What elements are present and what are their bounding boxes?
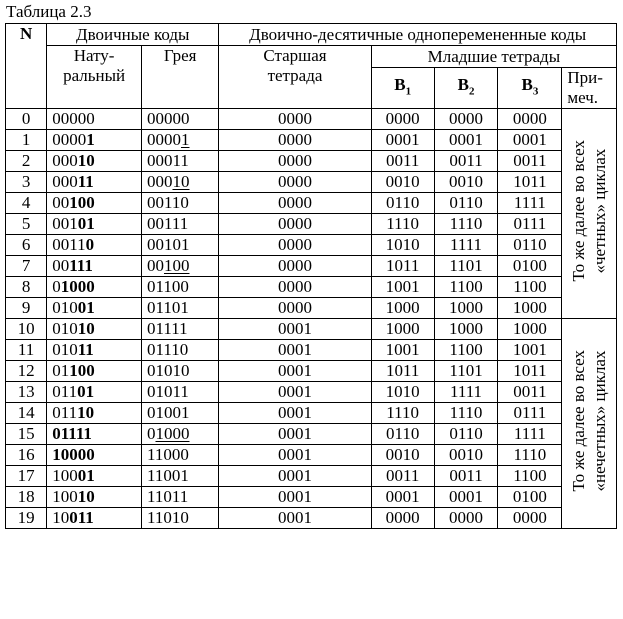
gray-code-underlined: 1000 xyxy=(155,424,190,443)
header-b1: $B_1$ xyxy=(371,68,434,109)
junior-tetrad-b2: 1000 xyxy=(434,298,498,319)
table-row xyxy=(6,298,617,319)
note-even-cycles xyxy=(562,109,617,319)
table-row xyxy=(6,382,617,403)
header-note-line1: При- xyxy=(567,68,603,87)
row-number: 18 xyxy=(6,487,47,508)
natural-code-plain: 0000 xyxy=(52,130,87,149)
natural-code xyxy=(47,361,142,382)
gray-code xyxy=(141,487,218,508)
natural-code-plain: 00 xyxy=(52,193,70,212)
gray-code xyxy=(141,340,218,361)
junior-tetrad-b2: 1100 xyxy=(434,340,498,361)
junior-tetrad-b3: 0001 xyxy=(498,130,562,151)
junior-tetrad-b2: 0010 xyxy=(434,172,498,193)
gray-code-plain: 11000 xyxy=(146,445,189,464)
junior-tetrad-b3: 0011 xyxy=(498,382,562,403)
row-number: 17 xyxy=(6,466,47,487)
note-odd-line1: То же далее во всех xyxy=(569,350,589,492)
natural-code-plain: 01 xyxy=(52,361,70,380)
gray-code xyxy=(141,235,218,256)
header-senior-line1: Старшая xyxy=(263,46,327,65)
gray-code-plain: 01011 xyxy=(146,382,189,401)
senior-tetrad: 0001 xyxy=(219,382,371,403)
junior-tetrad-b1: 0010 xyxy=(371,445,434,466)
natural-code-plain: 00000 xyxy=(52,109,95,128)
natural-code xyxy=(47,340,142,361)
gray-code xyxy=(141,151,218,172)
junior-tetrad-b3: 0011 xyxy=(498,151,562,172)
row-number: 0 xyxy=(6,109,47,130)
junior-tetrad-b1: 0001 xyxy=(371,487,434,508)
gray-code-plain: 000 xyxy=(146,172,173,191)
junior-tetrad-b3: 1111 xyxy=(498,424,562,445)
natural-code-bold: 10 xyxy=(77,151,95,170)
gray-code-plain: 01001 xyxy=(146,403,190,422)
row-number: 19 xyxy=(6,508,47,529)
header-note-line2: меч. xyxy=(567,88,599,107)
senior-tetrad: 0001 xyxy=(219,466,371,487)
header-junior-tetrads: Младшие тетрады xyxy=(371,46,616,68)
table-row xyxy=(6,361,617,382)
natural-code xyxy=(47,130,142,151)
gray-code xyxy=(141,298,218,319)
gray-code-plain: 00 xyxy=(146,256,164,275)
senior-tetrad: 0001 xyxy=(219,361,371,382)
junior-tetrad-b2: 1100 xyxy=(434,277,498,298)
junior-tetrad-b3: 0100 xyxy=(498,487,562,508)
row-number: 1 xyxy=(6,130,47,151)
natural-code-bold: 011 xyxy=(69,508,94,527)
header-b3: $B_3$ xyxy=(498,68,562,109)
natural-code-plain: 010 xyxy=(52,340,78,359)
natural-code-bold: 01 xyxy=(77,298,95,317)
senior-tetrad: 0001 xyxy=(219,403,371,424)
junior-tetrad-b1: 0010 xyxy=(371,172,434,193)
row-number: 2 xyxy=(6,151,47,172)
junior-tetrad-b1: 0011 xyxy=(371,466,434,487)
natural-code-plain: 010 xyxy=(52,298,78,317)
senior-tetrad: 0000 xyxy=(219,214,371,235)
natural-code-plain: 011 xyxy=(52,403,78,422)
junior-tetrad-b3: 1111 xyxy=(498,193,562,214)
senior-tetrad: 0000 xyxy=(219,298,371,319)
gray-code xyxy=(141,256,218,277)
junior-tetrad-b2: 1111 xyxy=(434,235,498,256)
natural-code xyxy=(47,277,142,298)
junior-tetrad-b3: 0111 xyxy=(498,403,562,424)
note-even-line1: То же далее во всех xyxy=(569,140,589,282)
row-number: 6 xyxy=(6,235,47,256)
gray-code-plain: 01100 xyxy=(146,277,189,296)
junior-tetrad-b3: 1100 xyxy=(498,277,562,298)
row-number: 7 xyxy=(6,256,47,277)
gray-code xyxy=(141,382,218,403)
senior-tetrad: 0001 xyxy=(219,487,371,508)
junior-tetrad-b3: 1000 xyxy=(498,298,562,319)
table-row xyxy=(6,130,617,151)
table-row xyxy=(6,508,617,529)
row-number: 10 xyxy=(6,319,47,340)
natural-code-plain: 100 xyxy=(52,466,78,485)
gray-code-plain: 11011 xyxy=(146,487,189,506)
gray-code-plain: 00000 xyxy=(146,109,190,128)
natural-code-plain: 100 xyxy=(52,487,78,506)
natural-code-bold: 10000 xyxy=(52,445,95,464)
natural-code xyxy=(47,235,142,256)
header-natural xyxy=(47,46,142,109)
header-gray: Грея xyxy=(141,46,218,109)
junior-tetrad-b1: 1110 xyxy=(371,214,434,235)
natural-code-bold: 10 xyxy=(77,487,95,506)
junior-tetrad-b3: 1100 xyxy=(498,466,562,487)
row-number: 8 xyxy=(6,277,47,298)
header-senior-tetrad xyxy=(219,46,371,109)
header-note xyxy=(562,68,617,109)
natural-code-bold: 01 xyxy=(77,466,95,485)
junior-tetrad-b3: 0000 xyxy=(498,508,562,529)
header-binary-codes: Двоичные коды xyxy=(47,24,219,46)
note-odd-text xyxy=(568,350,610,492)
table-row xyxy=(6,235,617,256)
senior-tetrad: 0000 xyxy=(219,172,371,193)
natural-code-plain: 010 xyxy=(52,319,78,338)
junior-tetrad-b2: 0011 xyxy=(434,151,498,172)
junior-tetrad-b1: 0000 xyxy=(371,109,434,130)
table-caption: Таблица 2.3 xyxy=(6,2,92,21)
natural-code-plain: 0011 xyxy=(52,235,86,254)
natural-code-plain: 000 xyxy=(52,151,78,170)
natural-code xyxy=(47,487,142,508)
senior-tetrad: 0001 xyxy=(219,445,371,466)
junior-tetrad-b2: 1101 xyxy=(434,361,498,382)
natural-code-bold: 100 xyxy=(69,193,95,212)
natural-code xyxy=(47,172,142,193)
natural-code xyxy=(47,109,142,130)
junior-tetrad-b3: 1001 xyxy=(498,340,562,361)
row-number: 16 xyxy=(6,445,47,466)
gray-code xyxy=(141,466,218,487)
senior-tetrad: 0001 xyxy=(219,424,371,445)
row-number: 12 xyxy=(6,361,47,382)
junior-tetrad-b2: 1101 xyxy=(434,256,498,277)
junior-tetrad-b1: 1001 xyxy=(371,277,434,298)
junior-tetrad-b2: 0110 xyxy=(434,193,498,214)
gray-code-plain: 0000 xyxy=(146,130,181,149)
gray-code xyxy=(141,193,218,214)
junior-tetrad-b1: 0110 xyxy=(371,193,434,214)
junior-tetrad-b3: 1000 xyxy=(498,319,562,340)
table-row xyxy=(6,256,617,277)
gray-code-plain: 0 xyxy=(146,424,156,443)
gray-code xyxy=(141,403,218,424)
junior-tetrad-b2: 0001 xyxy=(434,487,498,508)
natural-code-bold: 111 xyxy=(69,256,93,275)
natural-code xyxy=(47,403,142,424)
senior-tetrad: 0000 xyxy=(219,130,371,151)
natural-code xyxy=(47,298,142,319)
natural-code xyxy=(47,193,142,214)
gray-code xyxy=(141,109,218,130)
table-row xyxy=(6,424,617,445)
senior-tetrad: 0000 xyxy=(219,256,371,277)
gray-code-plain: 00101 xyxy=(146,235,190,254)
natural-code xyxy=(47,424,142,445)
row-number: 9 xyxy=(6,298,47,319)
header-senior-line2: тетрада xyxy=(267,66,323,85)
table-row xyxy=(6,172,617,193)
junior-tetrad-b3: 0000 xyxy=(498,109,562,130)
senior-tetrad: 0001 xyxy=(219,319,371,340)
note-odd-cycles xyxy=(562,319,617,529)
senior-tetrad: 0000 xyxy=(219,193,371,214)
natural-code-bold: 01111 xyxy=(52,424,92,443)
junior-tetrad-b3: 1011 xyxy=(498,361,562,382)
junior-tetrad-b3: 1110 xyxy=(498,445,562,466)
gray-code-plain: 11001 xyxy=(146,466,189,485)
gray-code-plain: 01101 xyxy=(146,298,189,317)
junior-tetrad-b2: 1000 xyxy=(434,319,498,340)
row-number: 13 xyxy=(6,382,47,403)
natural-code-bold: 100 xyxy=(69,361,95,380)
table-row xyxy=(6,340,617,361)
row-number: 3 xyxy=(6,172,47,193)
junior-tetrad-b1: 0000 xyxy=(371,508,434,529)
gray-code xyxy=(141,214,218,235)
gray-code-underlined: 10 xyxy=(172,172,190,191)
gray-code-plain: 01110 xyxy=(146,340,189,359)
natural-code-plain: 10 xyxy=(52,508,70,527)
header-b2: $B_2$ xyxy=(434,68,498,109)
codes-table xyxy=(5,23,617,529)
junior-tetrad-b1: 1011 xyxy=(371,256,434,277)
junior-tetrad-b2: 0001 xyxy=(434,130,498,151)
gray-code-plain: 11010 xyxy=(146,508,189,527)
natural-code xyxy=(47,445,142,466)
natural-code-plain: 00 xyxy=(52,256,70,275)
junior-tetrad-b1: 1010 xyxy=(371,382,434,403)
natural-code xyxy=(47,319,142,340)
gray-code-underlined: 100 xyxy=(163,256,190,275)
junior-tetrad-b2: 0010 xyxy=(434,445,498,466)
row-number: 14 xyxy=(6,403,47,424)
senior-tetrad: 0000 xyxy=(219,151,371,172)
junior-tetrad-b1: 0110 xyxy=(371,424,434,445)
natural-code-bold: 11 xyxy=(77,340,94,359)
natural-code-bold: 1 xyxy=(86,130,95,149)
junior-tetrad-b1: 1010 xyxy=(371,235,434,256)
junior-tetrad-b1: 1011 xyxy=(371,361,434,382)
junior-tetrad-b2: 0000 xyxy=(434,109,498,130)
junior-tetrad-b2: 0011 xyxy=(434,466,498,487)
header-n: N xyxy=(6,24,47,109)
junior-tetrad-b1: 1001 xyxy=(371,340,434,361)
senior-tetrad: 0001 xyxy=(219,340,371,361)
table-row xyxy=(6,109,617,130)
gray-code xyxy=(141,172,218,193)
gray-code xyxy=(141,424,218,445)
natural-code xyxy=(47,151,142,172)
junior-tetrad-b1: 1000 xyxy=(371,319,434,340)
natural-code-plain: 011 xyxy=(52,382,78,401)
table-row xyxy=(6,193,617,214)
gray-code-plain: 01111 xyxy=(146,319,188,338)
natural-code-bold: 01 xyxy=(77,214,95,233)
junior-tetrad-b2: 1110 xyxy=(434,214,498,235)
gray-code-plain: 00110 xyxy=(146,193,189,212)
gray-code-plain: 00111 xyxy=(146,214,189,233)
natural-code-plain: 0 xyxy=(52,277,61,296)
table-row xyxy=(6,319,617,340)
junior-tetrad-b3: 0111 xyxy=(498,214,562,235)
gray-code xyxy=(141,277,218,298)
row-number: 15 xyxy=(6,424,47,445)
note-odd-line2: «нечетных» циклах xyxy=(590,350,610,492)
junior-tetrad-b1: 0011 xyxy=(371,151,434,172)
junior-tetrad-b2: 1111 xyxy=(434,382,498,403)
natural-code xyxy=(47,256,142,277)
table-row xyxy=(6,277,617,298)
natural-code-bold: 11 xyxy=(77,172,94,191)
note-even-line2: «четных» циклах xyxy=(590,148,610,274)
junior-tetrad-b1: 1000 xyxy=(371,298,434,319)
natural-code xyxy=(47,508,142,529)
row-number: 11 xyxy=(6,340,47,361)
table-row xyxy=(6,466,617,487)
gray-code-plain: 00011 xyxy=(146,151,189,170)
gray-code xyxy=(141,319,218,340)
junior-tetrad-b3: 0100 xyxy=(498,256,562,277)
natural-code xyxy=(47,214,142,235)
senior-tetrad: 0000 xyxy=(219,235,371,256)
junior-tetrad-b2: 0110 xyxy=(434,424,498,445)
natural-code-plain: 000 xyxy=(52,172,78,191)
natural-code-plain: 001 xyxy=(52,214,78,233)
note-even-text xyxy=(568,140,610,282)
table-row xyxy=(6,214,617,235)
gray-code-underlined: 1 xyxy=(180,130,190,149)
senior-tetrad: 0001 xyxy=(219,508,371,529)
row-number: 5 xyxy=(6,214,47,235)
junior-tetrad-b3: 0110 xyxy=(498,235,562,256)
natural-code xyxy=(47,466,142,487)
gray-code xyxy=(141,508,218,529)
gray-code xyxy=(141,361,218,382)
header-bcd-codes: Двоично-десятичные одноперемененные коды xyxy=(219,24,617,46)
header-natural-line2: ральный xyxy=(63,66,126,85)
header-natural-line1: Нату- xyxy=(73,46,115,65)
table-row xyxy=(6,445,617,466)
natural-code-bold: 0 xyxy=(85,235,95,254)
row-number: 4 xyxy=(6,193,47,214)
gray-code xyxy=(141,445,218,466)
natural-code xyxy=(47,382,142,403)
junior-tetrad-b3: 1011 xyxy=(498,172,562,193)
table-row xyxy=(6,151,617,172)
table-row xyxy=(6,403,617,424)
natural-code-bold: 01 xyxy=(77,382,95,401)
table-row xyxy=(6,487,617,508)
junior-tetrad-b1: 0001 xyxy=(371,130,434,151)
senior-tetrad: 0000 xyxy=(219,277,371,298)
junior-tetrad-b1: 1110 xyxy=(371,403,434,424)
senior-tetrad: 0000 xyxy=(219,109,371,130)
junior-tetrad-b2: 0000 xyxy=(434,508,498,529)
natural-code-bold: 10 xyxy=(77,403,95,422)
junior-tetrad-b2: 1110 xyxy=(434,403,498,424)
gray-code-plain: 01010 xyxy=(146,361,190,380)
natural-code-bold: 1000 xyxy=(60,277,95,296)
gray-code xyxy=(141,130,218,151)
natural-code-bold: 10 xyxy=(77,319,95,338)
